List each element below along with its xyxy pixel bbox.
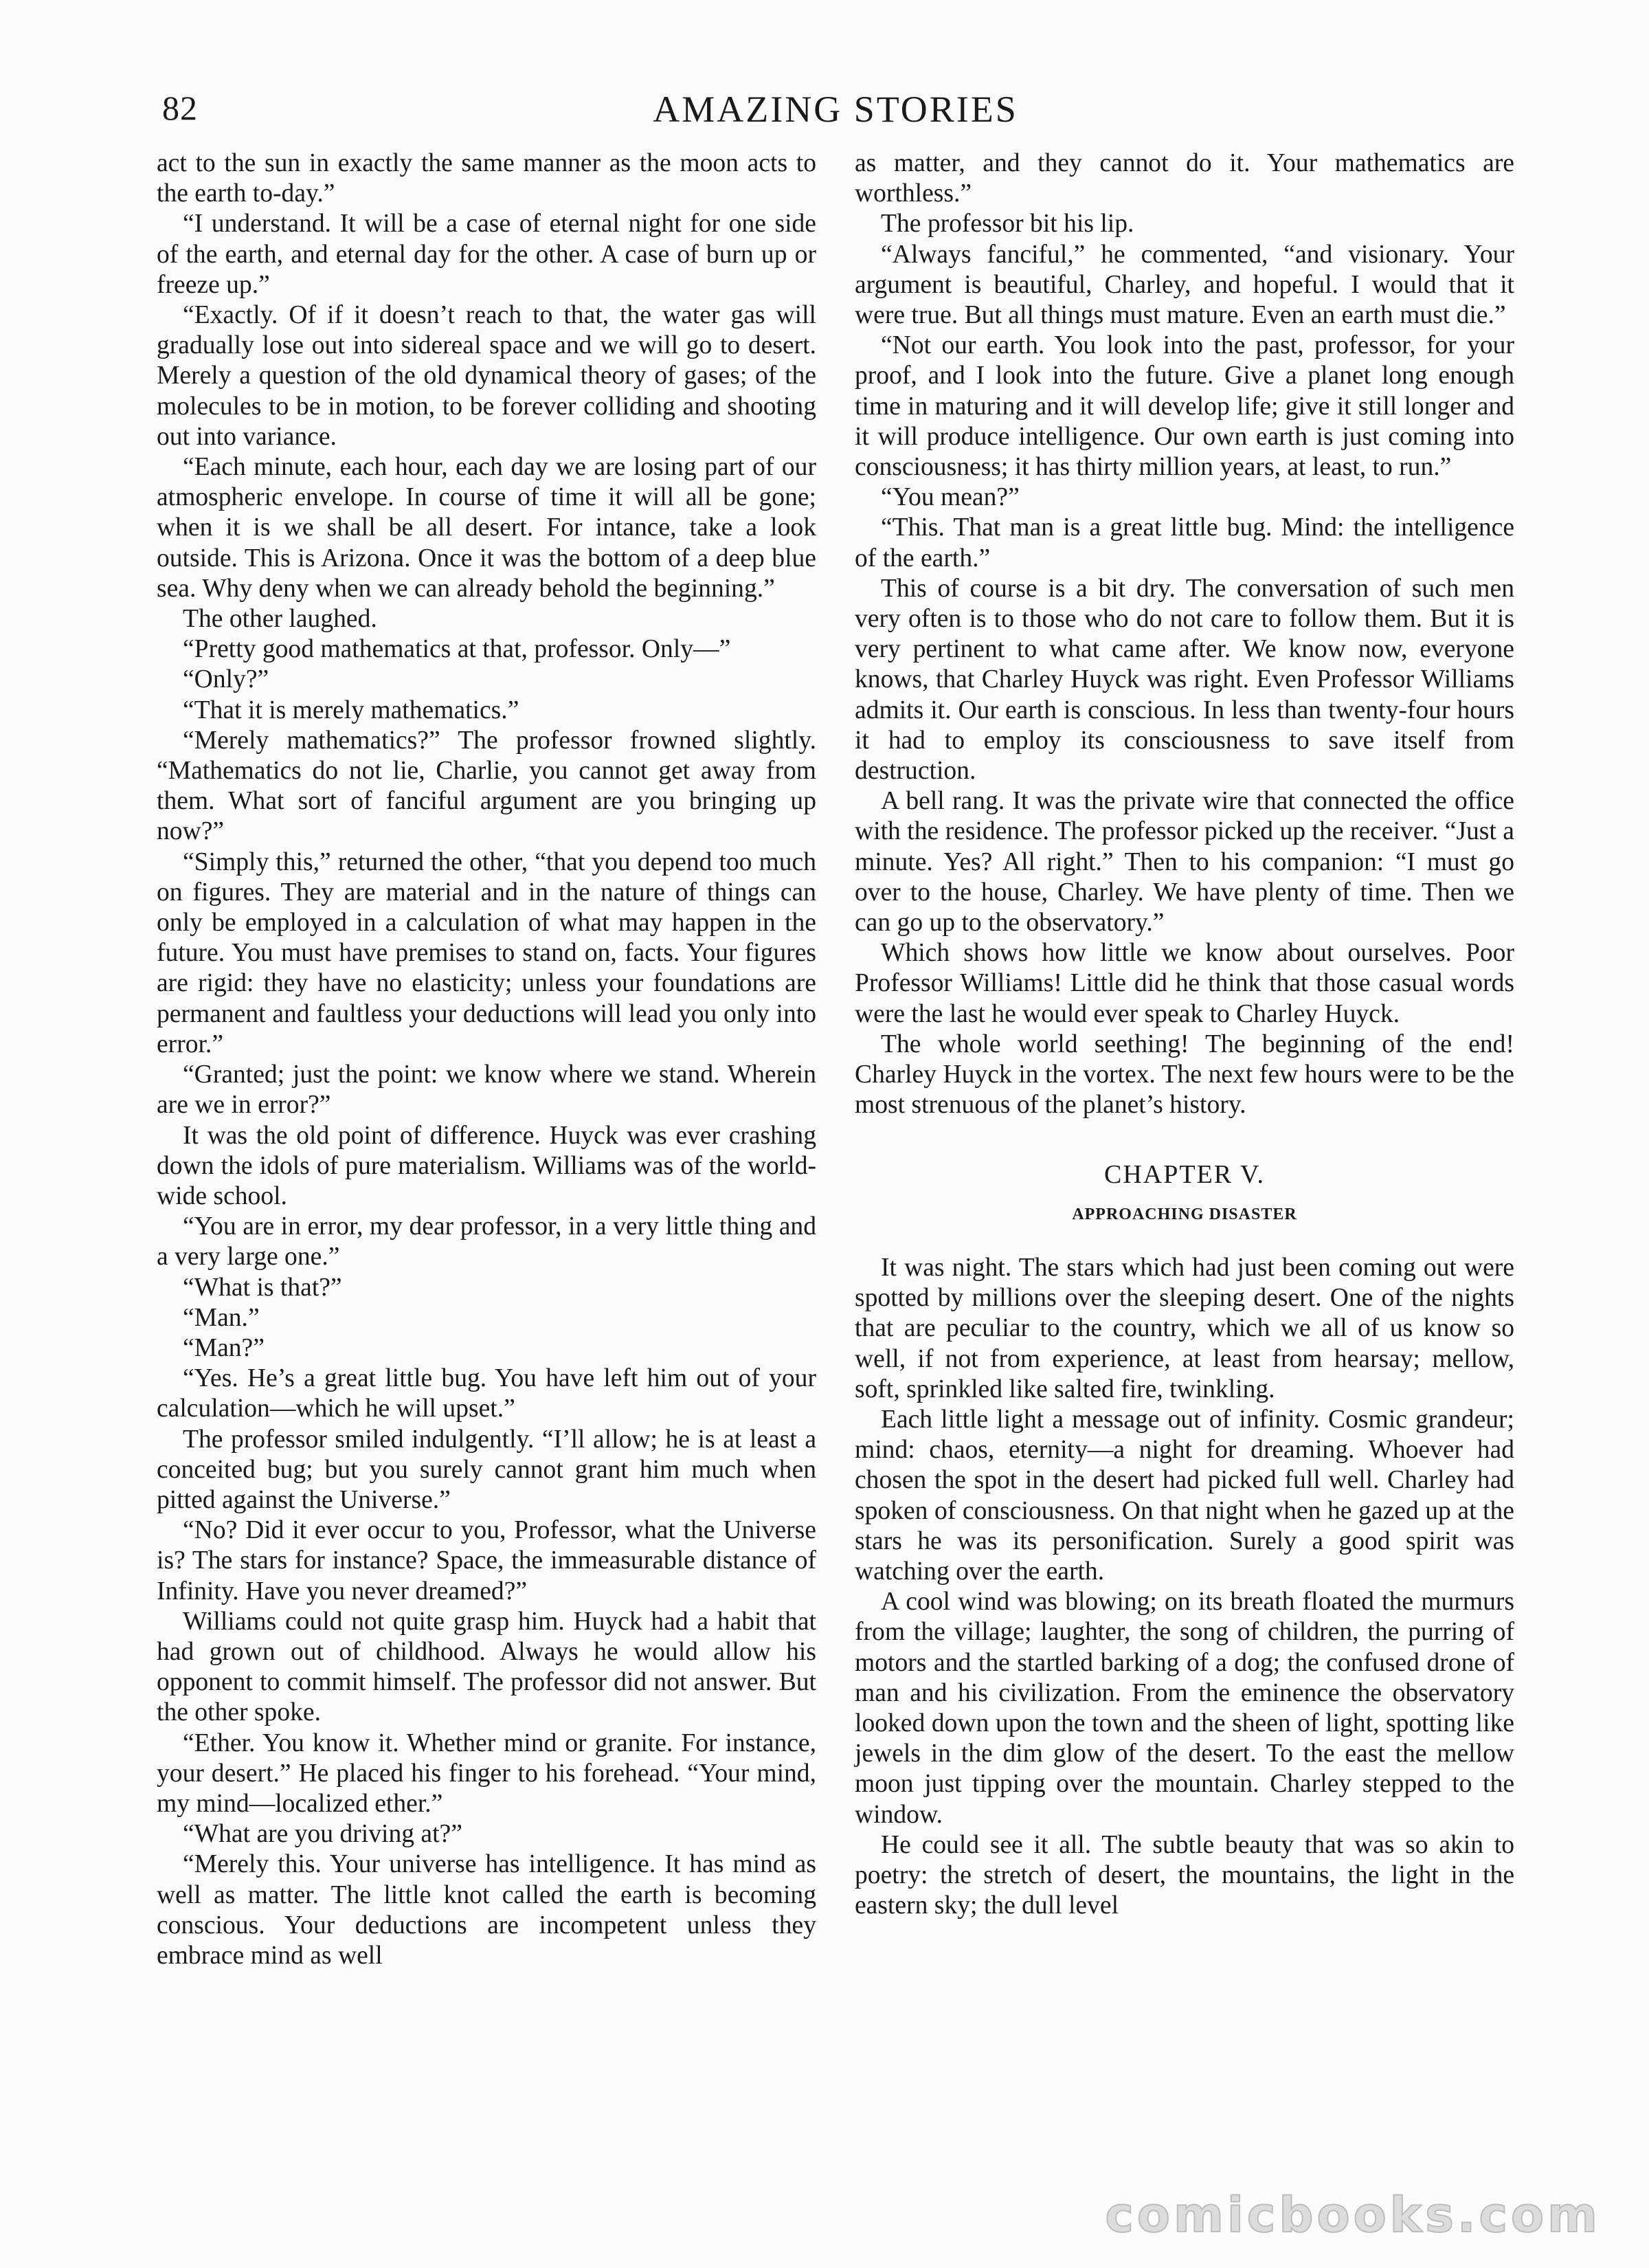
paragraph: “This. That man is a great little bug. Mind: the intelligence of the earth.” (855, 513, 1514, 572)
paragraph: “Merely this. Your universe has intelligence. It has mind as well as matter. The little knot called the earth is becoming conscious. Your deductions are incompetent unless they embrace mind as well (157, 1850, 816, 1970)
paragraph: “Always fanciful,” he commented, “and visionary. Your argument is beautiful, Charley, and hopeful. I would that it were true. But all things must mature. Even an earth must die.” (855, 240, 1514, 330)
paragraph: Which shows how little we know about ourselves. Poor Professor Williams! Little did he think that those casual words were the last he would ever speak to Charley Huyck. (855, 939, 1514, 1028)
paragraph: “Exactly. Of if it doesn’t reach to that, the water gas will gradually lose out into sidereal space and we will go to desert. Merely a question of the old dynamical theory of gases; of the molecules to be in motion, to be forever colliding and shooting out into variance. (157, 301, 816, 451)
paragraph: “Granted; just the point: we know where we stand. Wherein are we in error?” (157, 1060, 816, 1120)
paragraph: “Man?” (183, 1333, 265, 1362)
paragraph: “That it is merely mathematics.” (183, 696, 519, 724)
paragraph: Williams could not quite grasp him. Huyck had a habit that had grown out of childhood. Always he would allow his opponent to commit himself. The professor did not answer. But the other spoke. (157, 1607, 816, 1727)
chapter-heading: CHAPTER V. (1104, 1159, 1265, 1189)
paragraph: “No? Did it ever occur to you, Professor, what the Universe is? The stars for instance? Space, the immeasurable distance of Infinity. Have you never dreamed?” (157, 1516, 816, 1605)
paragraph: “Only?” (183, 665, 269, 694)
paragraph: The professor smiled indulgently. “I’ll allow; he is at least a conceited bug; but you surely cannot grant him much when pitted against the Universe.” (157, 1425, 816, 1514)
paragraph: A bell rang. It was the private wire that connected the office with the residence. The professor picked up the receiver. “Just a minute. Yes? All right.” Then to his companion: “I must go over to the house, Charley. We have plenty of time. Then we can go up to the observatory.” (855, 787, 1514, 937)
paragraph: “Man.” (183, 1303, 260, 1332)
paragraph: “I understand. It will be a case of eternal night for one side of the earth, and eternal day for the other. A case of burn up or freeze up.” (157, 210, 816, 299)
site-watermark: comicbooks.com (1105, 2187, 1601, 2243)
paragraph: “Pretty good mathematics at that, professor. Only—” (183, 635, 731, 664)
paragraph: “Ether. You know it. Whether mind or granite. For instance, your desert.” He placed his finger to his forehead. “Your mind, my mind—localized ether.” (157, 1728, 816, 1818)
chapter-subheading: APPROACHING DISASTER (1072, 1205, 1297, 1223)
left-text-column (157, 148, 816, 1971)
paragraph: He could see it all. The subtle beauty that was so akin to poetry: the stretch of desert, the mountains, the light in the eastern sky; the dull level (855, 1830, 1514, 1920)
paragraph: The whole world seething! The beginning of the end! Charley Huyck in the vortex. The next few hours were to be the most strenuous of the planet’s history. (855, 1030, 1514, 1120)
right-column-story-text (855, 148, 1514, 1121)
paragraph: act to the sun in exactly the same manner as the moon acts to the earth to-day.” (157, 149, 816, 208)
page-number: 82 (162, 89, 198, 127)
paragraph: “You mean?” (881, 483, 1020, 512)
paragraph: This of course is a bit dry. The conversation of such men very often is to those who do not care to follow them. But it is very pertinent to what came after. We know now, everyone knows, that Charley Huyck was right. Even Professor Williams admits it. Our earth is conscious. In less than twenty-four hours it had to employ its consciousness to save itself from destruction. (855, 574, 1514, 786)
right-column-chapter-text (855, 1253, 1514, 1921)
paragraph: The other laughed. (183, 605, 377, 634)
paragraph: “Not our earth. You look into the past, professor, for your proof, and I look into the future. Give a planet long enough time in maturing and it will develop life; give it still longer and it will produce intelligence. Our own earth is just coming into consciousness; it has thirty million years, at least, to run.” (855, 331, 1514, 482)
paragraph: Each little light a message out of infinity. Cosmic grandeur; mind: chaos, eternity—a night for dreaming. Whoever had chosen the spot in the desert had picked full well. Charley had spoken of consciousness. On that night when he gazed up at the stars he was its personification. Surely a good spirit was watching over the earth. (855, 1405, 1514, 1586)
paragraph: “What are you driving at?” (183, 1820, 462, 1849)
right-text-column (855, 148, 1514, 1921)
paragraph: “What is that?” (183, 1273, 342, 1302)
paragraph: It was night. The stars which had just been coming out were spotted by millions over the sleeping desert. One of the nights that are peculiar to the country, which we all of us know so well, if not from experience, at least from hearsay; mellow, soft, sprinkled like salted fire, twinkling. (855, 1253, 1514, 1403)
paragraph: It was the old point of difference. Huyck was ever crashing down the idols of pure materialism. Williams was of the world-wide school. (157, 1121, 816, 1210)
paragraph: “You are in error, my dear professor, in a very little thing and a very large one.” (157, 1212, 816, 1271)
paragraph: as matter, and they cannot do it. Your mathematics are worthless.” (855, 149, 1514, 208)
paragraph: “Yes. He’s a great little bug. You have left him out of your calculation—which he will upset.” (157, 1364, 816, 1423)
paragraph: The professor bit his lip. (881, 210, 1134, 238)
paragraph: “Simply this,” returned the other, “that you depend too much on figures. They are material and in the nature of things can only be employed in a calculation of what may happen in the future. You must have premises to stand on, facts. Your figures are rigid: they have no elasticity; unless your foundations are permanent and faultless your deductions will lead you only into error.” (157, 847, 816, 1058)
running-title: AMAZING STORIES (653, 89, 1018, 130)
page-header (162, 88, 1509, 143)
paragraph: A cool wind was blowing; on its breath floated the murmurs from the village; laughter, the song of children, the purring of motors and the startled barking of a dog; the confused drone of man and his civilization. From the eminence the observatory looked down upon the town and the sheen of light, spotting like jewels in the dim glow of the desert. To the east the mellow moon just tipping over the mountain. Charley stepped to the window. (855, 1588, 1514, 1829)
paragraph: “Merely mathematics?” The professor frowned slightly. “Mathematics do not lie, Charlie, you cannot get away from them. What sort of fanciful argument are you bringing up now?” (157, 726, 816, 846)
paragraph: “Each minute, each hour, each day we are losing part of our atmospheric envelope. In course of time it will all be gone; when it is we shall be all desert. For intance, take a look outside. This is Arizona. Once it was the bottom of a deep blue sea. Why deny when we can already behold the beginning.” (157, 453, 816, 603)
